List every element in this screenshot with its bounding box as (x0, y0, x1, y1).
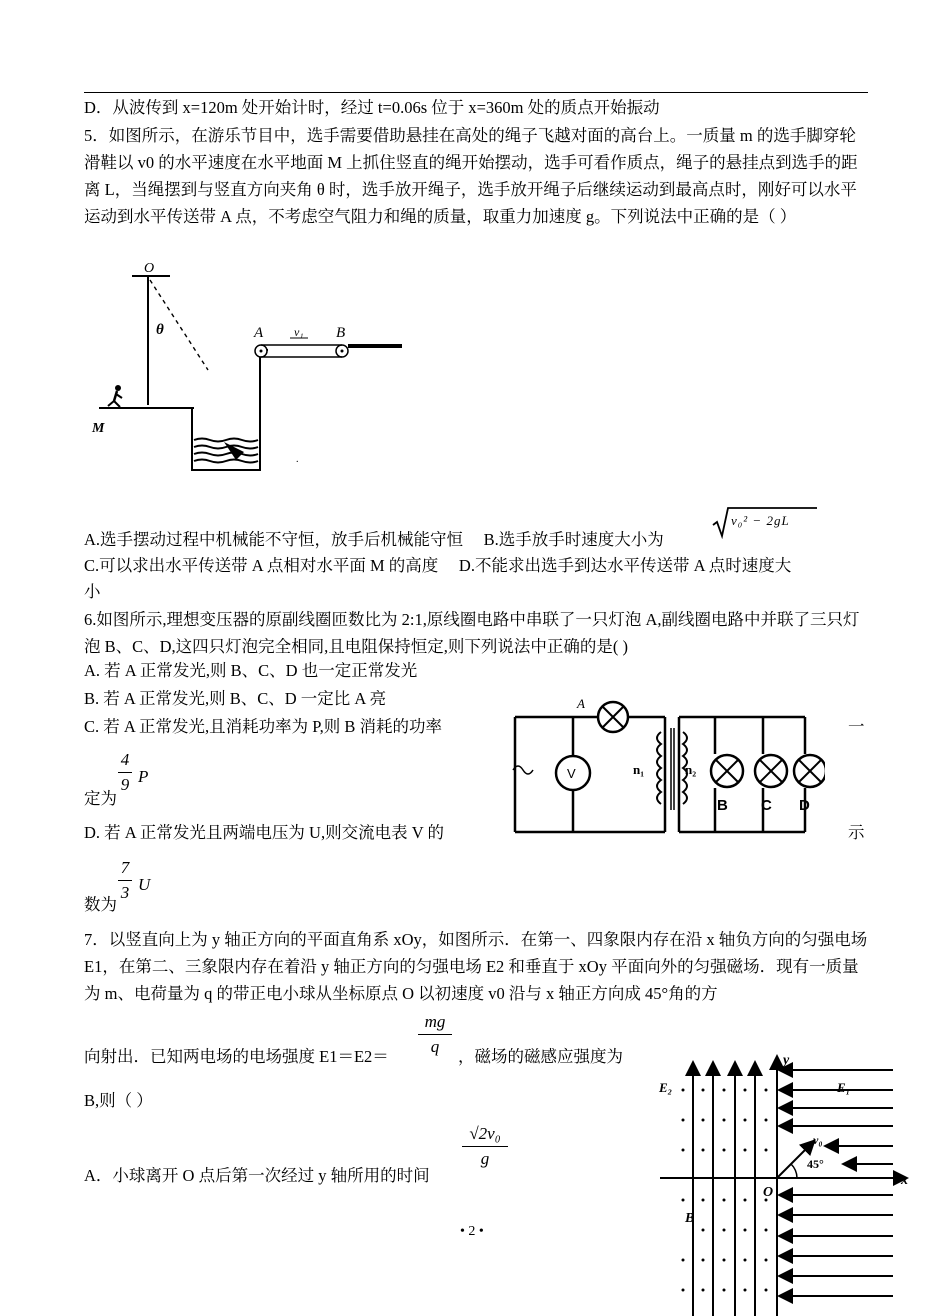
q7-field-line: 向射出．已知两电场的电场强度 E1＝E2＝ (84, 1047, 389, 1066)
bulb-c-icon (755, 755, 787, 787)
q7-field-line-tail: ，磁场的磁感应强度为 (458, 1047, 623, 1066)
svg-text:.: . (296, 454, 299, 465)
q6-option-d: D. 若 A 正常发光且两端电压为 U,则交流电表 V 的 (84, 823, 444, 842)
q7-b-then: B,则（ ） (84, 1091, 153, 1110)
fig6-label-b: B (717, 797, 728, 814)
q6-option-c-tail: 一 (848, 717, 865, 736)
fig5-label-o: O (144, 261, 155, 276)
fig6-label-c: C (761, 797, 772, 814)
fraction-mg-q: mg q (418, 1012, 452, 1057)
transformer-coil-icon (657, 728, 687, 810)
q6-option-a: A. 若 A 正常发光,则 B、C、D 也一定正常发光 (84, 661, 418, 680)
fig6-label-a: A (577, 696, 585, 711)
q6-option-d-cont: 数为 (84, 895, 117, 914)
runner-icon (108, 385, 122, 407)
q6-option-c-cont: 定为 (84, 789, 117, 808)
bulb-b-icon (711, 755, 743, 787)
header-rule (84, 92, 868, 93)
bulb-d-icon (794, 755, 825, 787)
fraction-4-9: 4 9 (118, 750, 132, 795)
fig7-label-e2: E₂ (659, 1080, 673, 1095)
figure-q5-swing (84, 250, 414, 490)
fig6-label-n2: n₂ (685, 762, 697, 777)
q7-option-a: A．小球离开 O 点后第一次经过 y 轴所用的时间 (84, 1166, 430, 1185)
question-5-text: 5．如图所示，在游乐节目中，选手需要借助悬挂在高处的绳子飞越对面的高台上。一质量 m 的选手脚穿轮滑鞋以 v0 的水平速度在水平地面 M 上抓住竖直的绳开始摆动，选手可看作质点，绳子的悬挂点到选手的距离 L，当绳摆到与竖直方向夹角 θ 时，选手放开绳子，选手放开绳子后继续运动到最高点时，刚好可以水平运动到水平传送带 A 点，不考虑空气阻力和绳的质量，取重力加速度 g。下列说法中正确的是（ ） (84, 126, 858, 226)
figure-q6-transformer-circuit (505, 692, 825, 842)
water-pool (194, 436, 258, 469)
conveyor-belt (255, 345, 402, 357)
fig7-label-45deg: 45° (807, 1157, 824, 1171)
q6-option-d-tail: 示 (848, 823, 865, 842)
page-number: • 2 • (460, 1224, 484, 1239)
fig7-label-e1: E₁ (837, 1080, 851, 1095)
q5-options-cd-cont: 小 (84, 582, 101, 601)
q5-options-ab: A.选手摆动过程中机械能不守恒，放手后机械能守恒 B.选手放手时速度大小为 (84, 530, 664, 549)
q5-options-cd: C.可以求出水平传送带 A 点相对水平面 M 的高度 D.不能求出选手到达水平传送带 A 点时速度大 (84, 556, 792, 575)
fig7-label-y: y (783, 1053, 790, 1068)
sqrt-radicand: v₀² − 2gL (731, 513, 790, 528)
fraction-sqrt2v0-g: √2v₀ g (462, 1124, 508, 1169)
fig6-label-n1: n₁ (633, 762, 645, 777)
fig5-label-b: B (336, 325, 346, 341)
fig6-label-v: V (567, 766, 576, 781)
fig7-label-x: x (901, 1173, 908, 1188)
fraction-var-u: U (138, 875, 151, 894)
question-6-text: 6.如图所示,理想变压器的原副线圈匝数比为 2:1,原线圈电路中串联了一只灯泡 A,副线圈电路中并联了三只灯泡 B、C、D,这四只灯泡完全相同,且电阻保持恒定,则下列说法中正确的是( ) (84, 610, 860, 656)
fraction-7-3: 7 3 (118, 858, 132, 903)
question-7-text: 7．以竖直向上为 y 轴正方向的平面直角系 xOy，如图所示．在第一、四象限内存在沿 x 轴负方向的匀强电场 E1，在第二、三象限内存在着沿 y 轴正方向的匀强电场 E2 和垂直于 xOy 平面向外的匀强磁场．现有一质量为 m、电荷量为 q 的带正电小球从坐标原点 O 以初速度 v0 沿与 x 轴正方向成 45°角的方 (84, 930, 868, 1003)
bulb-a-icon (598, 702, 628, 732)
option-d-text: D．从波传到 x=120m 处开始计时，经过 t=0.06s 位于 x=360m 处的质点开始振动 (84, 98, 660, 117)
fig6-label-d: D (799, 797, 810, 814)
fig7-label-o: O (763, 1185, 774, 1200)
fraction-var-p: P (138, 767, 149, 786)
fig7-label-v0: v₀ (813, 1133, 823, 1147)
fig5-label-theta: θ (156, 322, 164, 338)
fig7-label-b: B (685, 1211, 695, 1226)
fig5-label-m: M (92, 421, 105, 436)
figure-q7-fields (655, 1050, 917, 1316)
sqrt-expression (711, 505, 819, 539)
q6-option-b: B. 若 A 正常发光,则 B、C、D 一定比 A 亮 (84, 689, 387, 708)
q6-option-c: C. 若 A 正常发光,且消耗功率为 P,则 B 消耗的功率 (84, 717, 442, 736)
fig5-label-v1: v₁ (294, 325, 304, 339)
fig5-label-a: A (254, 325, 264, 341)
